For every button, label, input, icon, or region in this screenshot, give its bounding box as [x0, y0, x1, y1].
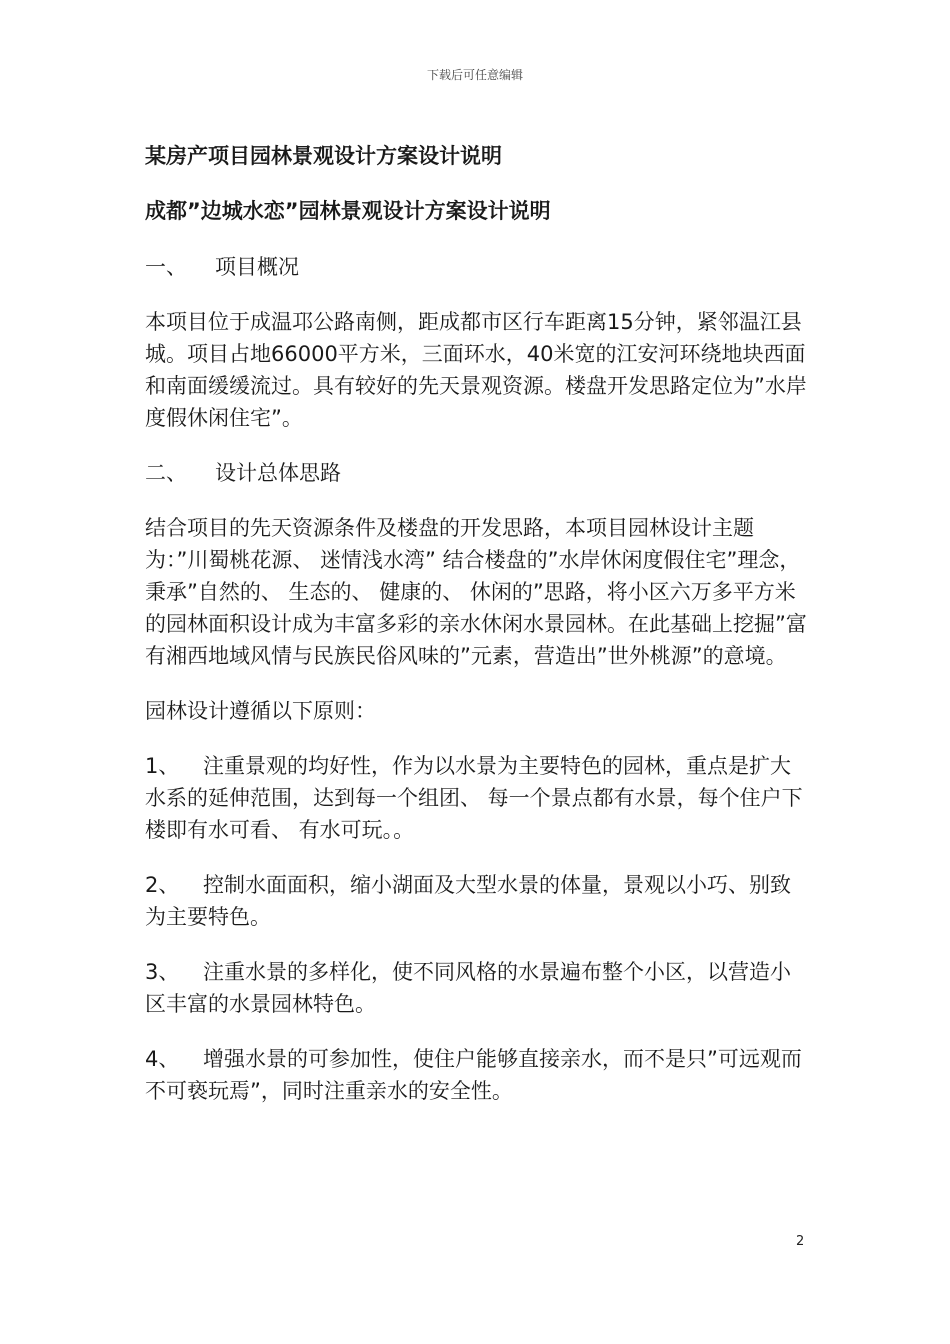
document-title: 某房产项目园林景观设计方案设计说明 — [145, 144, 502, 168]
item-text: 控制水面面积，缩小湖面及大型水景的体量，景观以小巧、别致为主要特色。 — [145, 873, 791, 929]
section-number: 二、 — [145, 461, 187, 485]
principle-item — [145, 956, 810, 1020]
document-body — [145, 140, 810, 1130]
item-number: 3、 — [145, 960, 180, 984]
principle-item — [145, 750, 810, 846]
document-subtitle: 成都”边城水恋”园林景观设计方案设计说明 — [145, 199, 551, 223]
item-text: 注重景观的均好性，作为以水景为主要特色的园林，重点是扩大水系的延伸范围，达到每一个组团、 每一个景点都有水景，每个住户下楼即有水可看、 有水可玩。。 — [145, 754, 803, 842]
item-number: 4、 — [145, 1047, 180, 1071]
item-text: 注重水景的多样化，使不同风格的水景遍布整个小区，以营造小区丰富的水景园林特色。 — [145, 960, 791, 1016]
item-number: 1、 — [145, 754, 180, 778]
principle-item — [145, 1043, 810, 1107]
design-paragraph: 结合项目的先天资源条件及楼盘的开发思路，本项目园林设计主题为：”川蜀桃花源、 迷情浅水湾” 结合楼盘的”水岸休闲度假住宅”理念，秉承”自然的、 生态的、 健康的、 休闲的”思路，将小区六万多平方米的园林面积设计成为丰富多彩的亲水休闲水景园林。在此基础上挖掘”富有湘西地域风情与民族民俗风味的”元素，营造出”世外桃源”的意境。 — [145, 516, 807, 668]
item-text: 增强水景的可参加性，使住户能够直接亲水，而不是只”可远观而不可亵玩焉”，同时注重亲水的安全性。 — [145, 1047, 802, 1103]
section-heading-overview — [145, 251, 810, 283]
page-number: 2 — [796, 1234, 805, 1249]
section-heading-text: 设计总体思路 — [215, 461, 341, 485]
principle-item — [145, 869, 810, 933]
header-note: 下载后可任意编辑 — [426, 68, 523, 82]
section-heading-text: 项目概况 — [215, 255, 299, 279]
section-number: 一、 — [145, 255, 187, 279]
item-number: 2、 — [145, 873, 180, 897]
principles-intro: 园林设计遵循以下原则： — [145, 699, 376, 723]
section-heading-design — [145, 457, 810, 489]
overview-paragraph: 本项目位于成温邛公路南侧，距成都市区行车距离15分钟，紧邻温江县城。项目占地66000平方米，三面环水，40米宽的江安河环绕地块西面和南面缓缓流过。具有较好的先天景观资源。楼盘开发思路定位为”水岸度假休闲住宅”。 — [145, 310, 807, 430]
